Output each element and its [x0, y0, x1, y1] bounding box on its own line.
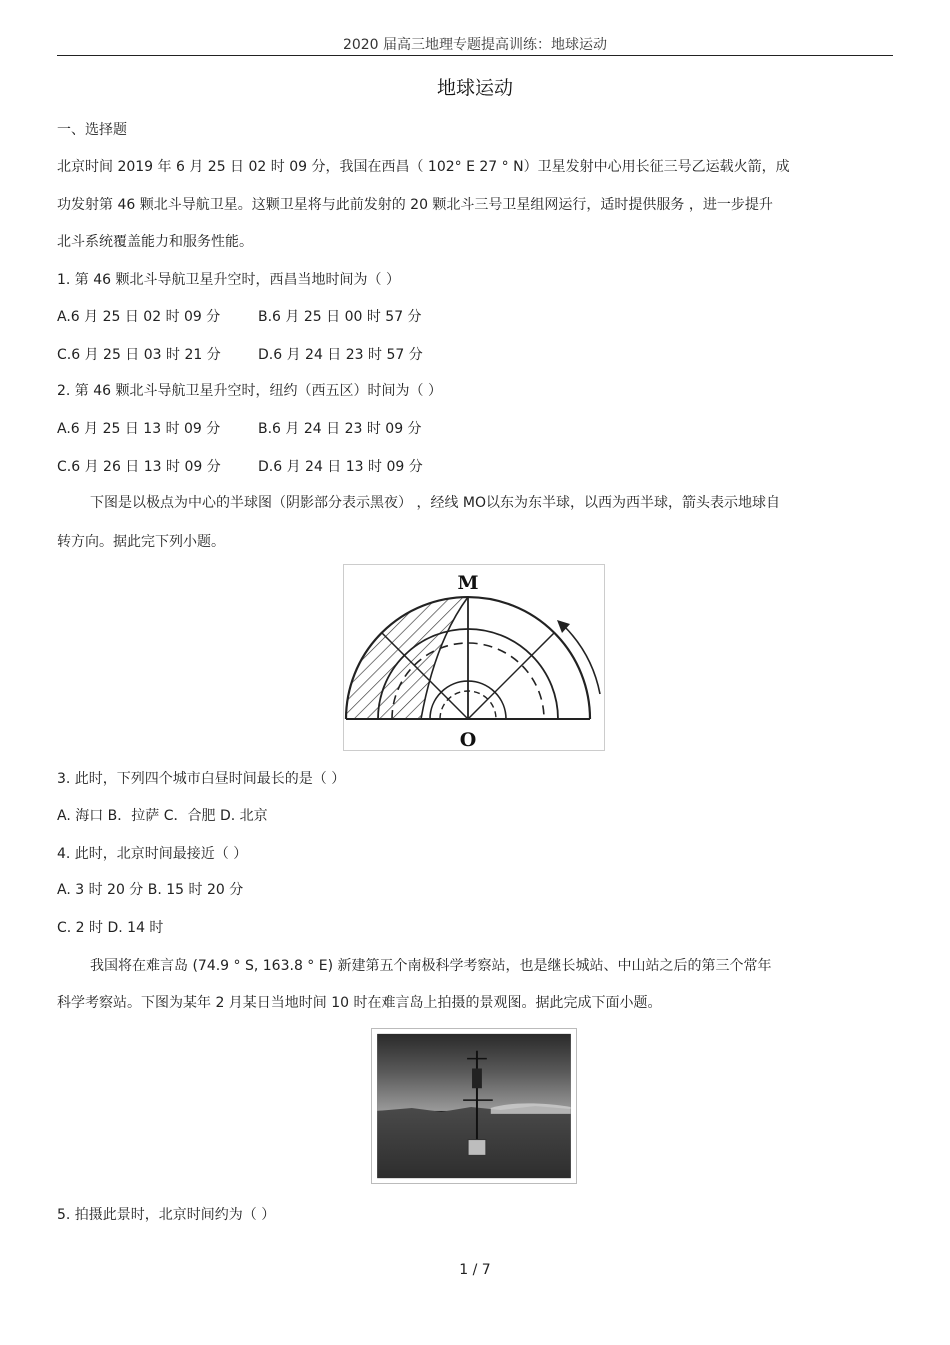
label-o: O	[459, 729, 477, 751]
q1-option-c: C.6 月 25 日 03 时 21 分	[57, 347, 221, 363]
running-header: 2020 届高三地理专题提高训练：地球运动	[342, 37, 608, 53]
q3-stem: 3. 此时，下列四个城市白昼时间最长的是（ ）	[57, 771, 346, 787]
q2-option-c: C.6 月 26 日 13 时 09 分	[57, 459, 221, 475]
polar-hemisphere-diagram	[343, 564, 605, 751]
q4-stem: 4. 此时，北京时间最接近（ ）	[57, 846, 248, 862]
q2-option-b: B.6 月 24 日 23 时 09 分	[258, 421, 422, 437]
header-rule	[57, 55, 893, 56]
q2-option-a: A.6 月 25 日 13 时 09 分	[57, 421, 221, 437]
q1-option-b: B.6 月 25 日 00 时 57 分	[258, 309, 422, 325]
q4-options-2: C. 2 时 D. 14 时	[57, 920, 164, 936]
label-m: M	[457, 572, 479, 594]
intro2-line-2: 转方向。据此完下列小题。	[57, 534, 225, 550]
intro3-line-1: 我国将在难言岛 (74.9 ° S, 163.8 ° E) 新建第五个南极科学考察站，也是继长城站、中山站之后的第三个常年	[90, 958, 772, 974]
q3-options: A. 海口 B．拉萨 C．合肥 D. 北京	[57, 808, 268, 824]
q2-option-d: D.6 月 24 日 13 时 09 分	[258, 459, 423, 475]
q1-stem: 1. 第 46 颗北斗导航卫星升空时，西昌当地时间为（ ）	[57, 272, 400, 288]
antarctic-landscape-photo	[371, 1028, 577, 1184]
q5-stem: 5. 拍摄此景时，北京时间约为（ ）	[57, 1207, 276, 1223]
q1-option-d: D.6 月 24 日 23 时 57 分	[258, 347, 423, 363]
page-title: 地球运动	[436, 77, 513, 99]
intro2-line-1: 下图是以极点为中心的半球图（阴影部分表示黑夜） ，经线 MO以东为东半球，以西为西半球，箭头表示地球自	[90, 495, 780, 511]
q1-option-a: A.6 月 25 日 02 时 09 分	[57, 309, 221, 325]
q2-stem: 2. 第 46 颗北斗导航卫星升空时，纽约（西五区）时间为（ ）	[57, 383, 442, 399]
intro1-line-2: 功发射第 46 颗北斗导航卫星。这颗卫星将与此前发射的 20 颗北斗三号卫星组网运行，适时提供服务 ，进一步提升	[57, 197, 773, 213]
intro3-line-2: 科学考察站。下图为某年 2 月某日当地时间 10 时在难言岛上拍摄的景观图。据此完成下面小题。	[57, 995, 662, 1011]
intro1-line-1: 北京时间 2019 年 6 月 25 日 02 时 09 分，我国在西昌（ 102° E 27 ° N）卫星发射中心用长征三号乙运载火箭，成	[57, 159, 790, 175]
equipment-box	[468, 1140, 486, 1156]
page-number: 1 / 7	[459, 1262, 491, 1278]
intro1-line-3: 北斗系统覆盖能力和服务性能。	[57, 234, 253, 250]
q4-options-1: A. 3 时 20 分 B. 15 时 20 分	[57, 882, 244, 898]
section-heading: 一、选择题	[57, 122, 127, 138]
